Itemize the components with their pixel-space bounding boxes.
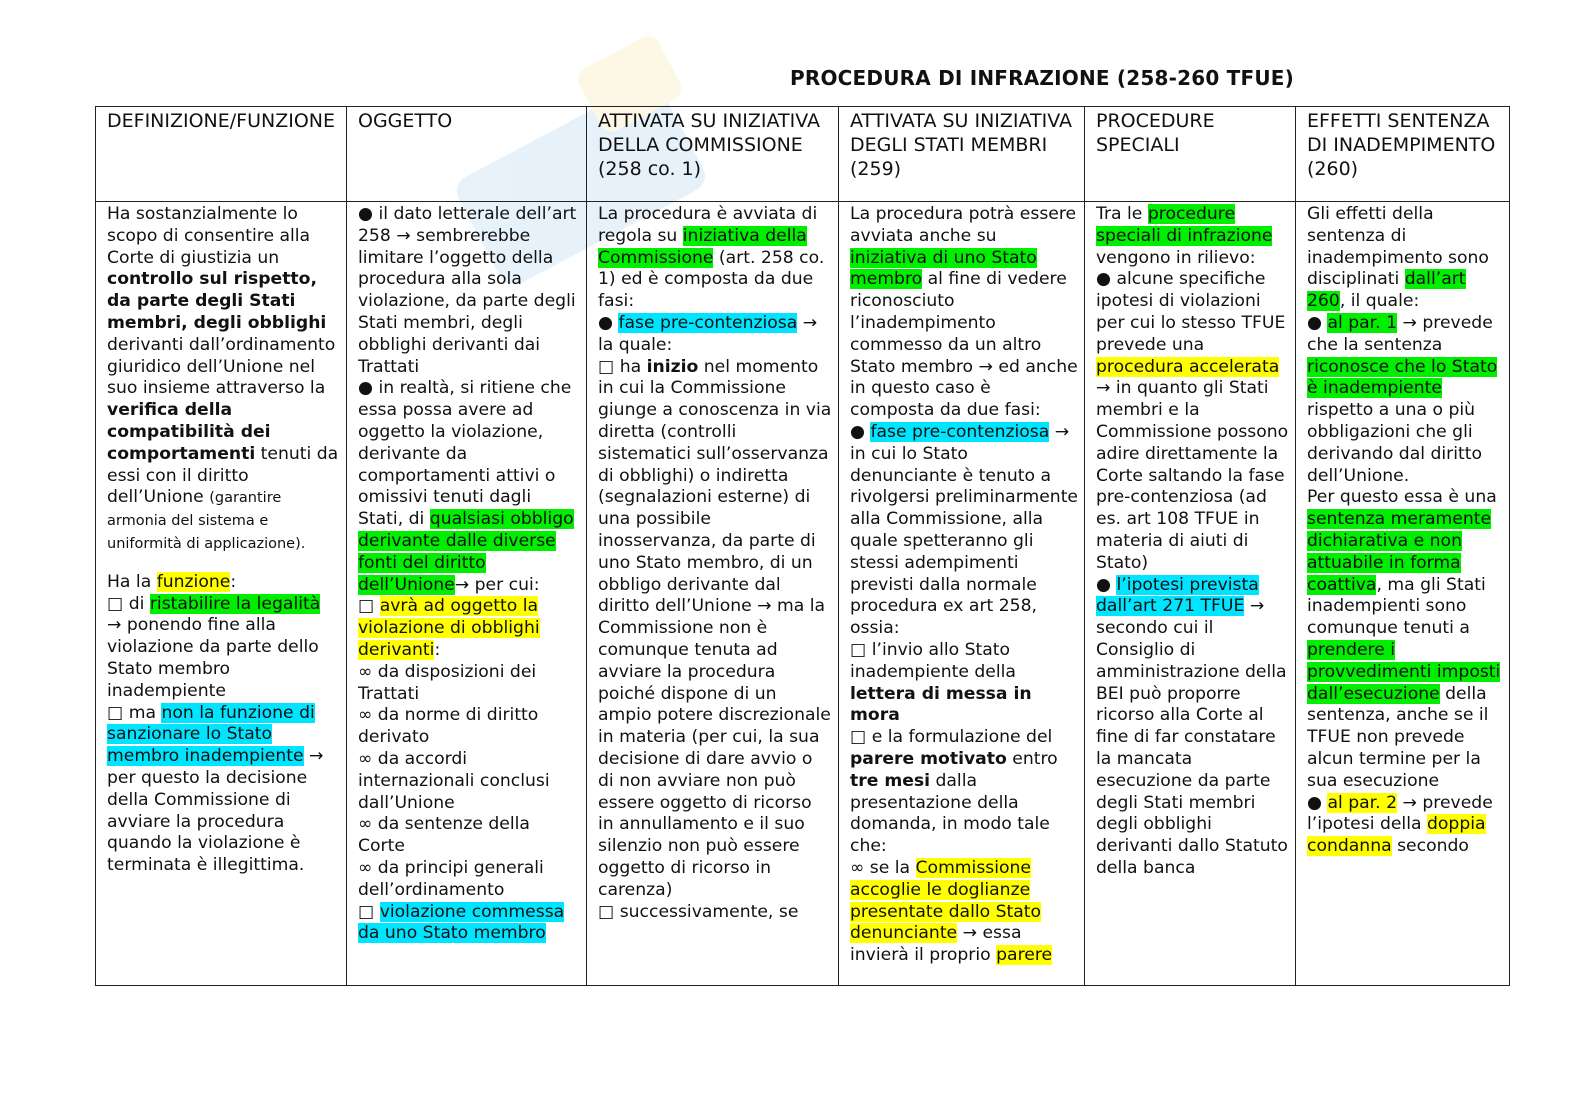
cell-text: □ ma (107, 702, 162, 723)
cell-text: tenuti da essi con il diritto dell’Unione (107, 443, 339, 508)
cell-text: → prevede che la sentenza (1307, 312, 1493, 355)
bold-text: lettera di messa in mora (850, 683, 1032, 726)
highlighted-text: fase pre-contenziosa (870, 421, 1050, 442)
cell-text: vengono in rilievo: (1096, 247, 1256, 268)
cell-commissione (598, 204, 832, 984)
highlighted-text: violazione commessa da uno Stato membro (358, 901, 565, 944)
highlighted-text: iniziativa della Commissione (598, 225, 807, 268)
infringement-table (95, 106, 1510, 986)
cell-text: ● alcune specifiche ipotesi di violazioni per cui lo stesso TFUE prevede una (1096, 269, 1286, 355)
cell-text: : (230, 571, 237, 592)
highlighted-text: parere (996, 945, 1053, 966)
header-oggetto: OGGETTO (347, 107, 587, 202)
cell-text: La procedura potrà essere avviata anche su (850, 204, 1077, 246)
cell-text: → in cui lo Stato denunciante è tenuto a rivolgersi preliminarmente alla Commissione, alla quale spetteranno gli stessi adempimenti previsti dalla normale procedura ex art 258, ossia: (850, 421, 1078, 639)
cell-text: ● (850, 421, 871, 442)
cell-text: ∞ se la (850, 857, 916, 878)
cell-text: ● (1096, 574, 1117, 595)
header-definizione: DEFINIZIONE/FUNZIONE (96, 107, 347, 202)
cell-text: □ l’invio allo Stato inadempiente della (850, 639, 1016, 682)
table-header-row (96, 107, 1510, 202)
cell-text: , ma gli Stati inadempienti sono comunque tenuti a (1307, 574, 1486, 639)
cell-text: Ha sostanzialmente lo scopo di consentire alla Corte di giustizia un (107, 204, 311, 268)
header-effetti-sentenza: EFFETTI SENTENZA DI INADEMPIMENTO (260) (1296, 107, 1510, 202)
cell-text: → prevede l’ipotesi della (1307, 792, 1493, 835)
highlighted-text: funzione (156, 571, 231, 592)
cell-text: → secondo cui il Consiglio di amministrazione della BEI può proporre ricorso alla Corte al fine di far constatare la mancata esecuzione da parte degli Stati membri degli obblighi derivanti dallo Statuto della banca (1096, 596, 1288, 878)
cell-text: Ha la (107, 571, 157, 592)
cell-text: ∞ da accordi internazionali conclusi dall’Unione (358, 748, 550, 813)
cell-text: □ di (107, 593, 150, 614)
highlighted-text: sentenza meramente dichiarativa e non attuabile in forma coattiva (1307, 509, 1492, 595)
cell-text: □ successivamente, se (598, 901, 799, 922)
cell-text: □ (358, 596, 380, 617)
cell-text: → la quale: (598, 312, 818, 355)
cell-text: : (434, 639, 441, 660)
cell-stati-membri (850, 204, 1078, 984)
bold-text: inizio (646, 356, 699, 377)
cell-text: Per questo essa è una (1307, 487, 1497, 508)
cell-text: ● (1307, 312, 1328, 333)
cell-text: ∞ da sentenze della Corte (358, 814, 530, 857)
cell-text: Gli effetti della sentenza di inadempimento sono disciplinati (1307, 204, 1489, 290)
cell-text: La procedura è avviata di regola su (598, 204, 818, 246)
cell-text: rispetto a una o più obbligazioni che gli derivando dal diritto dell’Unione. (1307, 400, 1483, 486)
highlighted-text: ristabilire la legalità (149, 593, 321, 614)
bold-text: controllo sul rispetto, da parte degli Stati membri, degli obblighi (107, 269, 327, 333)
cell-text: ∞ da norme di diritto derivato (358, 705, 539, 748)
highlighted-text: avrà ad oggetto la violazione di obblighi derivanti (358, 596, 540, 660)
page-title: PROCEDURA DI INFRAZIONE (258-260 TFUE) (790, 66, 1294, 90)
highlighted-text: fase pre-contenziosa (618, 312, 798, 333)
cell-text: ● (1307, 792, 1328, 813)
cell-text: al fine di vedere riconosciuto l’inadempimento commesso da un altro Stato membro → ed anche in questo caso è composta da due fasi: (850, 269, 1078, 421)
cell-text: → essa invierà il proprio (850, 923, 1022, 966)
cell-text: Tra le (1096, 204, 1148, 224)
cell-text: dalla presentazione della domanda, in modo tale che: (850, 770, 1050, 857)
cell-text: (art. 258 co. 1) ed è composta da due fasi: (598, 247, 825, 312)
highlighted-text: al par. 1 (1327, 312, 1398, 333)
cell-text: ∞ da principi generali dell’ordinamento (358, 857, 544, 900)
cell-text: ● in realtà, si ritiene che essa possa avere ad oggetto la violazione, derivante da comportamenti attivi o omissivi tenuti dagli Stati, di (358, 378, 572, 530)
cell-oggetto (358, 204, 580, 984)
cell-text: → in quanto gli Stati membri e la Commissione possono adire direttamente la Corte saltando la fase pre-contenziosa (ad es. art 108 TFUE in materia di aiuti di Stato) (1096, 378, 1289, 573)
highlighted-text: riconosce che lo Stato è inadempiente (1307, 356, 1498, 399)
cell-text: entro (1006, 748, 1058, 769)
header-commissione: ATTIVATA SU INIZIATIVA DELLA COMMISSIONE (258 co. 1) (587, 107, 839, 202)
cell-text: → per questo la decisione della Commissione di avviare la procedura quando la violazione è terminata è illegittima. (107, 746, 324, 876)
highlighted-text: procedura accelerata (1096, 356, 1280, 377)
cell-text: □ (358, 901, 380, 922)
small-note-text: (garantire armonia del sistema e uniformità di applicazione). (107, 490, 306, 552)
cell-text: ● (598, 312, 619, 333)
cell-definizione (107, 204, 340, 984)
highlighted-text: procedure speciali di infrazione (1096, 204, 1273, 246)
highlighted-text: doppia condanna (1307, 814, 1486, 857)
cell-text: , il quale: (1339, 291, 1420, 312)
bold-text: verifica della compatibilità dei comportamenti (107, 400, 271, 464)
cell-text: derivanti dall’ordinamento giuridico dell’Unione nel suo insieme attraverso la (107, 334, 336, 399)
cell-effetti-sentenza (1307, 204, 1503, 984)
header-stati-membri: ATTIVATA SU INIZIATIVA DEGLI STATI MEMBRI (259) (839, 107, 1085, 202)
bold-text: tre mesi (850, 770, 931, 791)
cell-text: secondo (1391, 836, 1469, 857)
bold-text: parere motivato (850, 748, 1007, 769)
cell-text: della sentenza, anche se il TFUE non prevede alcun termine per la sua esecuzione (1307, 683, 1489, 791)
cell-text: ● il dato letterale dell’art 258 → sembrerebbe limitare l’oggetto della procedura alla sola violazione, da parte degli Stati membri, degli obblighi derivanti dai Trattati (358, 204, 577, 377)
table-row (96, 202, 1510, 986)
highlighted-text: non la funzione di sanzionare lo Stato membro inadempiente (107, 702, 315, 767)
cell-text: □ e la formulazione del (850, 727, 1053, 748)
highlighted-text: l’ipotesi prevista dall’art 271 TFUE (1096, 574, 1259, 617)
cell-text: □ ha (598, 356, 647, 377)
highlighted-text: dall’art 260 (1307, 269, 1466, 312)
cell-text: → per cui: (454, 574, 540, 595)
highlighted-text: al par. 2 (1327, 792, 1398, 813)
highlighted-text: prendere i provvedimenti imposti dall’esecuzione (1307, 639, 1501, 704)
highlighted-text: iniziativa di uno Stato membro (850, 247, 1037, 290)
cell-text: ∞ da disposizioni dei Trattati (358, 661, 537, 704)
highlighted-text: qualsiasi obbligo derivante dalle diverse fonti del diritto dell’Unione (358, 509, 574, 595)
cell-text: nel momento in cui la Commissione giunge a conoscenza in via diretta (controlli sistematici sull’osservanza di obblighi) o indiretta (segnalazioni esterne) di una possibile inosservanza, da parte di uno Stato membro, di un obbligo derivante dal diritto dell’Unione → ma la Commissione non è comunque tenuta ad avviare la procedura poiché dispone di un ampio potere discrezionale in materia (per cui, la sua decisione di dare avvio o di non avviare non può essere oggetto di ricorso in annullamento e il suo silenzio non può essere oggetto di ricorso in carenza) (598, 356, 832, 900)
cell-procedure-speciali (1096, 204, 1289, 984)
header-procedure-speciali: PROCEDURE SPECIALI (1085, 107, 1296, 202)
cell-text: → ponendo fine alla violazione da parte dello Stato membro inadempiente (107, 615, 319, 701)
highlighted-text: Commissione accoglie le doglianze presentate dallo Stato denunciante (850, 857, 1042, 944)
